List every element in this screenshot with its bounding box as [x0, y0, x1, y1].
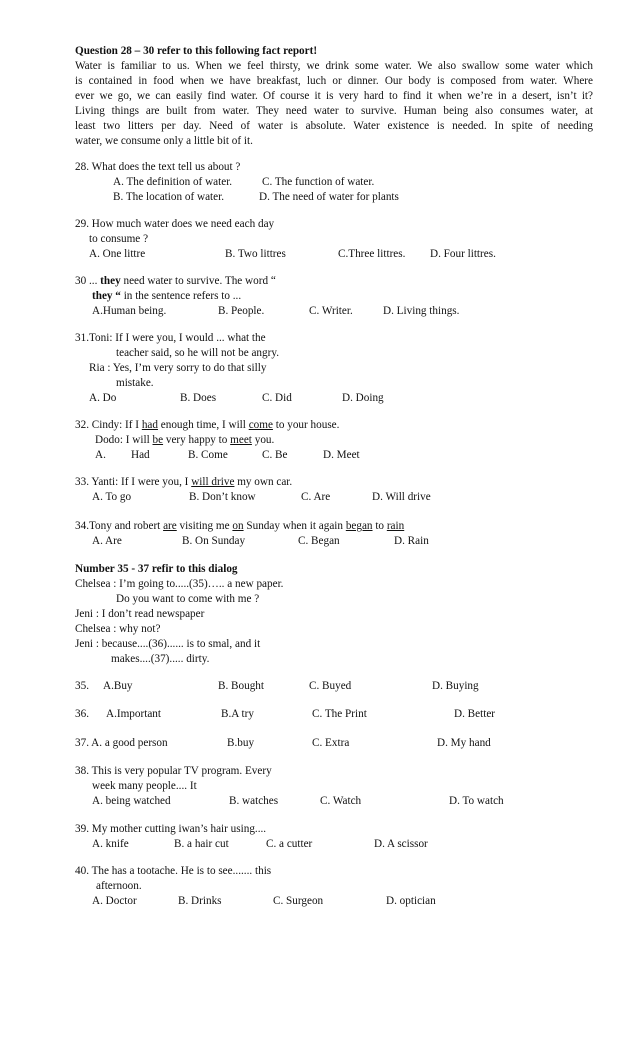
question-29-option-c: C.Three littres. — [338, 248, 406, 260]
question-35-number: 35. — [75, 680, 89, 692]
passage-line: water, we consume only a little bit of it. — [75, 135, 253, 147]
question-39-option-d: D. A scissor — [374, 838, 428, 850]
question-32-underlined: come — [248, 419, 273, 431]
question-38-line: week many people.... It — [92, 780, 197, 792]
question-40-option-b: B. Drinks — [178, 895, 222, 907]
question-32-line — [75, 418, 339, 433]
question-34-underlined: rain — [386, 520, 405, 532]
question-28-stem: 28. What does the text tell us about ? — [75, 161, 241, 173]
question-30-keyword: they — [100, 275, 121, 287]
question-29-stem: 29. How much water does we need each day — [75, 218, 275, 230]
question-30-stem — [75, 274, 276, 289]
question-40-line: 40. The has a tootache. He is to see....... this — [75, 865, 272, 877]
question-34-text: Sunday when it again — [243, 520, 346, 532]
question-32-underlined: meet — [230, 434, 252, 446]
question-38-option-c: C. Watch — [320, 795, 362, 807]
question-32-text: very happy to — [163, 434, 231, 446]
passage-heading: Question 28 – 30 refer to this following fact report! — [75, 45, 318, 57]
question-36-option-a: A.Important — [106, 708, 161, 720]
question-39-option-b: B. a hair cut — [174, 838, 229, 850]
question-36-number: 36. — [75, 708, 89, 720]
question-30-stem-cont — [92, 289, 241, 304]
question-37-option-a: 37. A. a good person — [75, 737, 168, 749]
question-34-option-c: C. Began — [298, 535, 340, 547]
question-30-option-a: A.Human being. — [92, 305, 167, 317]
question-38-line: 38. This is very popular TV program. Every — [75, 765, 272, 777]
question-39-option-a: A. knife — [92, 838, 129, 850]
question-29-option-d: D. Four littres. — [430, 248, 496, 260]
passage-line: is contained in food when we have breakfast, luch or dinner. Our body is composed from water. Where — [75, 75, 593, 87]
question-37-option-d: D. My hand — [437, 737, 491, 749]
question-34-underlined: began — [345, 520, 373, 532]
question-30-stem-text: in the sentence refers to ... — [120, 290, 242, 302]
passage-line: least two litters per day. Need of water is absolute. Water existence is needed. In spite of needing — [75, 120, 593, 132]
passage-line: Living things are built from water. They need water to survive. Human being also consumes water, at — [75, 105, 593, 117]
question-40-option-d: D. optician — [386, 895, 436, 907]
question-34-text: to — [372, 520, 387, 532]
question-38-option-a: A. being watched — [92, 795, 171, 807]
question-31-option-b: B. Does — [180, 392, 217, 404]
question-32-underlined: be — [152, 434, 164, 446]
question-34-option-d: D. Rain — [394, 535, 429, 547]
question-32-option-c: C. Be — [262, 449, 288, 461]
question-31-option-c: C. Did — [262, 392, 292, 404]
question-38-option-d: D. To watch — [449, 795, 504, 807]
question-34-underlined: on — [232, 520, 244, 532]
question-29-option-b: B. Two littres — [225, 248, 286, 260]
passage-line: Water is familiar to us. When we feel thirsty, we drink some water. We also swallow some water which — [75, 60, 593, 72]
dialog-line: Jeni : because....(36)...... is to smal, and it — [75, 638, 261, 650]
question-34-text: visiting me — [176, 520, 233, 532]
question-33-text: 33. Yanti: If I were you, I — [75, 476, 192, 488]
question-33-option-c: C. Are — [301, 491, 331, 503]
question-37-option-c: C. Extra — [312, 737, 350, 749]
question-40-option-a: A. Doctor — [92, 895, 137, 907]
dialog-line: Jeni : I don’t read newspaper — [75, 608, 205, 620]
question-31-option-d: D. Doing — [342, 392, 384, 404]
question-31-line: Ria : Yes, I’m very sorry to do that silly — [89, 362, 267, 374]
question-32-text: enough time, I will — [157, 419, 249, 431]
question-35-option-c: C. Buyed — [309, 680, 352, 692]
question-35-option-d: D. Buying — [432, 680, 479, 692]
question-32-text: to your house. — [272, 419, 340, 431]
question-28-option-b: B. The location of water. — [113, 191, 225, 203]
question-36-option-c: C. The Print — [312, 708, 367, 720]
passage-line: ever we go, we can easily find water. Of course it is very hard to find it when we’re in a desert, isn’t it? — [75, 90, 593, 102]
question-32-underlined: had — [141, 419, 158, 431]
question-32-line — [95, 433, 274, 448]
question-35-option-a: A.Buy — [103, 680, 133, 692]
question-30-keyword-quote: they “ — [92, 290, 121, 302]
question-33-underlined: will drive — [191, 476, 235, 488]
question-38-option-b: B. watches — [229, 795, 279, 807]
question-39-option-c: C. a cutter — [266, 838, 313, 850]
dialog-line: Do you want to come with me ? — [116, 593, 260, 605]
question-37-option-b: B.buy — [227, 737, 255, 749]
question-33-line — [75, 475, 292, 490]
question-29-stem-cont: to consume ? — [89, 233, 149, 245]
question-40-line: afternoon. — [96, 880, 142, 892]
question-31-option-a: A. Do — [89, 392, 117, 404]
question-30-option-c: C. Writer. — [309, 305, 353, 317]
question-30-option-b: B. People. — [218, 305, 265, 317]
question-39-stem: 39. My mother cutting iwan’s hair using.... — [75, 823, 267, 835]
question-30-stem-text: need water to survive. The word “ — [120, 275, 276, 287]
question-33-option-d: D. Will drive — [372, 491, 431, 503]
question-34-line — [75, 519, 404, 534]
question-30-option-d: D. Living things. — [383, 305, 460, 317]
dialog-heading: Number 35 - 37 refir to this dialog — [75, 563, 238, 575]
question-34-text: 34.Tony and robert — [75, 520, 164, 532]
question-32-option-d: D. Meet — [323, 449, 360, 461]
question-32-option-b: B. Come — [188, 449, 228, 461]
question-31-line: mistake. — [116, 377, 154, 389]
question-36-option-d: D. Better — [454, 708, 496, 720]
question-28-option-d: D. The need of water for plants — [259, 191, 399, 203]
dialog-line: makes....(37)..... dirty. — [111, 653, 210, 665]
question-32-text: Dodo: I will — [95, 434, 153, 446]
question-30-number: 30 ... — [75, 275, 101, 287]
dialog-line: Chelsea : I’m going to.....(35)….. a new paper. — [75, 578, 284, 590]
question-40-option-c: C. Surgeon — [273, 895, 324, 907]
dialog-line: Chelsea : why not? — [75, 623, 161, 635]
question-28-option-c: C. The function of water. — [262, 176, 375, 188]
question-34-option-b: B. On Sunday — [182, 535, 246, 547]
question-31-line: teacher said, so he will not be angry. — [116, 347, 279, 359]
question-29-option-a: A. One littre — [89, 248, 146, 260]
question-32-text: 32. Cindy: If I — [75, 419, 142, 431]
question-35-option-b: B. Bought — [218, 680, 265, 692]
question-33-option-a: A. To go — [92, 491, 132, 503]
question-32-option-a: Had — [131, 449, 150, 461]
question-28-option-a: A. The definition of water. — [113, 176, 233, 188]
question-32-text: you. — [251, 434, 275, 446]
question-34-underlined: are — [163, 520, 177, 532]
question-34-option-a: A. Are — [92, 535, 122, 547]
question-31-line: 31.Toni: If I were you, I would ... what the — [75, 332, 266, 344]
question-36-option-b: B.A try — [221, 708, 254, 720]
question-33-text: my own car. — [234, 476, 293, 488]
question-33-option-b: B. Don’t know — [189, 491, 256, 503]
question-32-option-a-letter: A. — [95, 449, 106, 461]
